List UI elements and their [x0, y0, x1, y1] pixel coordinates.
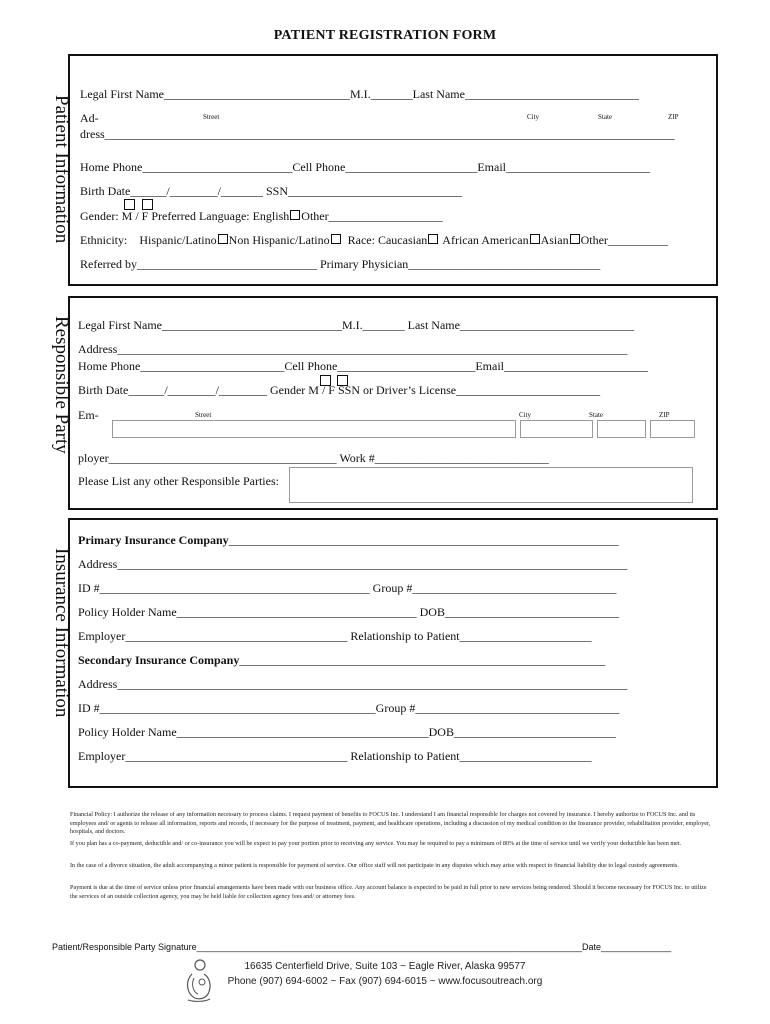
patient-address-line[interactable]: dress_______________________________________________________________________________________________: [80, 127, 675, 141]
race-caucasian-label: Race: Caucasian: [347, 233, 428, 247]
primary-insurance-label: Primary Insurance Company: [78, 533, 229, 547]
divorce-policy-paragraph: In the case of a divorce situation, the adult accompanying a minor patient is responsible for payment of service. Our office staff will not participate in any disputes which may arise with respect to financial liability due to legal custody agreements.: [70, 862, 679, 869]
employer-street-input[interactable]: [112, 420, 516, 438]
primary-id-group-line[interactable]: ID #_____________________________________________ Group #__________________________________: [78, 581, 617, 595]
responsible-section-label: Responsible Party: [51, 316, 72, 454]
responsible-address-line[interactable]: Address_____________________________________________________________________________________: [78, 342, 628, 356]
form-title: PATIENT REGISTRATION FORM: [273, 28, 497, 43]
hispanic-checkbox[interactable]: [218, 234, 228, 244]
payment-policy-paragraph: Payment is due at the time of service unless prior financial arrangements have been made with our business office. Any account balance is expected to be paid in full prior to new services being rendered. Should it become necessary for FOCUS Inc. to utilize the services of an outside collection agency, you may be held liable for collection agency fees and/ or attorney fees.: [70, 884, 707, 900]
employer-state-caption: State: [589, 411, 603, 419]
asian-label: Asian: [540, 233, 569, 247]
patient-birth-line[interactable]: Birth Date______/________/_______ SSN_____________________________: [80, 184, 463, 198]
primary-employer-line[interactable]: Employer_____________________________________ Relationship to Patient______________________: [78, 629, 592, 643]
patient-referred-line[interactable]: Referred by______________________________ Primary Physician________________________________: [80, 257, 601, 271]
copay-policy-paragraph: If you plan has a co-payment, deductible and/ or co-insurance you will be expect to pay your portion prior to receiving any service. You may be required to pay a minimum of 80% at the time of service until we verify your deductible has been met.: [70, 840, 682, 847]
patient-address-label: Ad-: [80, 111, 99, 125]
financial-policy-paragraph: Financial Policy: I authorize the release of any information necessary to process claims. I request payment of benefits to FOCUS Inc. I understand I am financial responsible for charges not covered by insurance. I hereby authorize to FOCUS Inc. and its employees and/ or agents to release all information, reports and records, if necessary for the purpose of treatment, payment, and healthcare operations, including a discussion of my medical condition to the Insurance provider, rehabilitation provider, employer, hospitals, and doctors.: [70, 811, 711, 836]
responsible-phone-line[interactable]: Home Phone________________________Cell Phone_______________________Email________________________: [78, 359, 648, 373]
signature-date-field[interactable]: _____________________________________________________________________________Date______________: [196, 942, 672, 952]
secondary-insurance-field[interactable]: _____________________________________________________________: [239, 653, 606, 667]
secondary-insurance-label: Secondary Insurance Company: [78, 653, 240, 667]
other-parties-input[interactable]: [289, 467, 693, 503]
employer-zip-input[interactable]: [650, 420, 695, 438]
secondary-address-line[interactable]: Address_____________________________________________________________________________________: [78, 677, 628, 691]
race-other-label[interactable]: Other__________: [580, 233, 668, 247]
patient-phone-line[interactable]: Home Phone_________________________Cell Phone______________________Email________________________: [80, 160, 650, 174]
english-checkbox[interactable]: [290, 210, 300, 220]
african-american-label: African American: [442, 233, 529, 247]
patient-street-caption: Street: [203, 113, 220, 121]
employer-work-line[interactable]: ployer______________________________________ Work #_____________________________: [78, 451, 549, 465]
responsible-birth-line[interactable]: Birth Date______/________/________ Gender M / F SSN or Driver’s License________________________: [78, 383, 601, 397]
other-parties-label: Please List any other Responsible Parties:: [78, 474, 279, 488]
patient-state-caption: State: [598, 113, 612, 121]
signature-label: Patient/Responsible Party Signature: [52, 942, 197, 952]
secondary-insurance-line: [78, 653, 605, 668]
patient-zip-caption: ZIP: [668, 113, 679, 121]
hispanic-label: Hispanic/Latino: [139, 233, 217, 247]
employer-zip-caption: ZIP: [659, 411, 670, 419]
patient-section-label: Patient Information: [51, 95, 72, 244]
ethnicity-label: Ethnicity:: [80, 233, 128, 247]
insurance-section-label: Insurance Information: [51, 548, 72, 718]
secondary-holder-dob-line[interactable]: Policy Holder Name__________________________________________DOB___________________________: [78, 725, 616, 739]
asian-checkbox[interactable]: [570, 234, 580, 244]
primary-insurance-field[interactable]: _________________________________________________________________: [228, 533, 619, 547]
caucasian-checkbox[interactable]: [428, 234, 438, 244]
employer-state-input[interactable]: [597, 420, 646, 438]
patient-city-caption: City: [527, 113, 540, 121]
employer-city-input[interactable]: [520, 420, 593, 438]
employer-city-caption: City: [519, 411, 532, 419]
signature-line: [52, 942, 671, 952]
secondary-employer-line[interactable]: Employer_____________________________________ Relationship to Patient______________________: [78, 749, 592, 763]
primary-holder-dob-line[interactable]: Policy Holder Name________________________________________ DOB_____________________________: [78, 605, 619, 619]
primary-insurance-line: [78, 533, 619, 548]
primary-address-line[interactable]: Address_____________________________________________________________________________________: [78, 557, 628, 571]
employer-street-caption: Street: [195, 411, 212, 419]
patient-gender-line: [80, 209, 443, 224]
responsible-name-line[interactable]: Legal First Name______________________________M.I._______ Last Name_____________________________: [78, 318, 634, 332]
footer-contact: Phone (907) 694-6002 ~ Fax (907) 694-6015 ~ www.focusoutreach.org: [227, 976, 543, 987]
patient-gender-text: Gender: M / F Preferred Language: English: [80, 209, 290, 223]
non-hispanic-label: Non Hispanic/Latino: [228, 233, 330, 247]
african-american-checkbox[interactable]: [530, 234, 540, 244]
non-hispanic-checkbox[interactable]: [331, 234, 341, 244]
language-other-text[interactable]: Other___________________: [301, 209, 443, 223]
footer-address: 16635 Centerfield Drive, Suite 103 ~ Eagle River, Alaska 99577: [244, 961, 526, 972]
secondary-id-group-line[interactable]: ID #______________________________________________Group #__________________________________: [78, 701, 620, 715]
patient-ethnicity-line: [80, 233, 668, 248]
patient-name-line[interactable]: Legal First Name_______________________________M.I._______Last Name_____________________________: [80, 87, 639, 101]
employer-label-em: Em-: [78, 408, 99, 422]
